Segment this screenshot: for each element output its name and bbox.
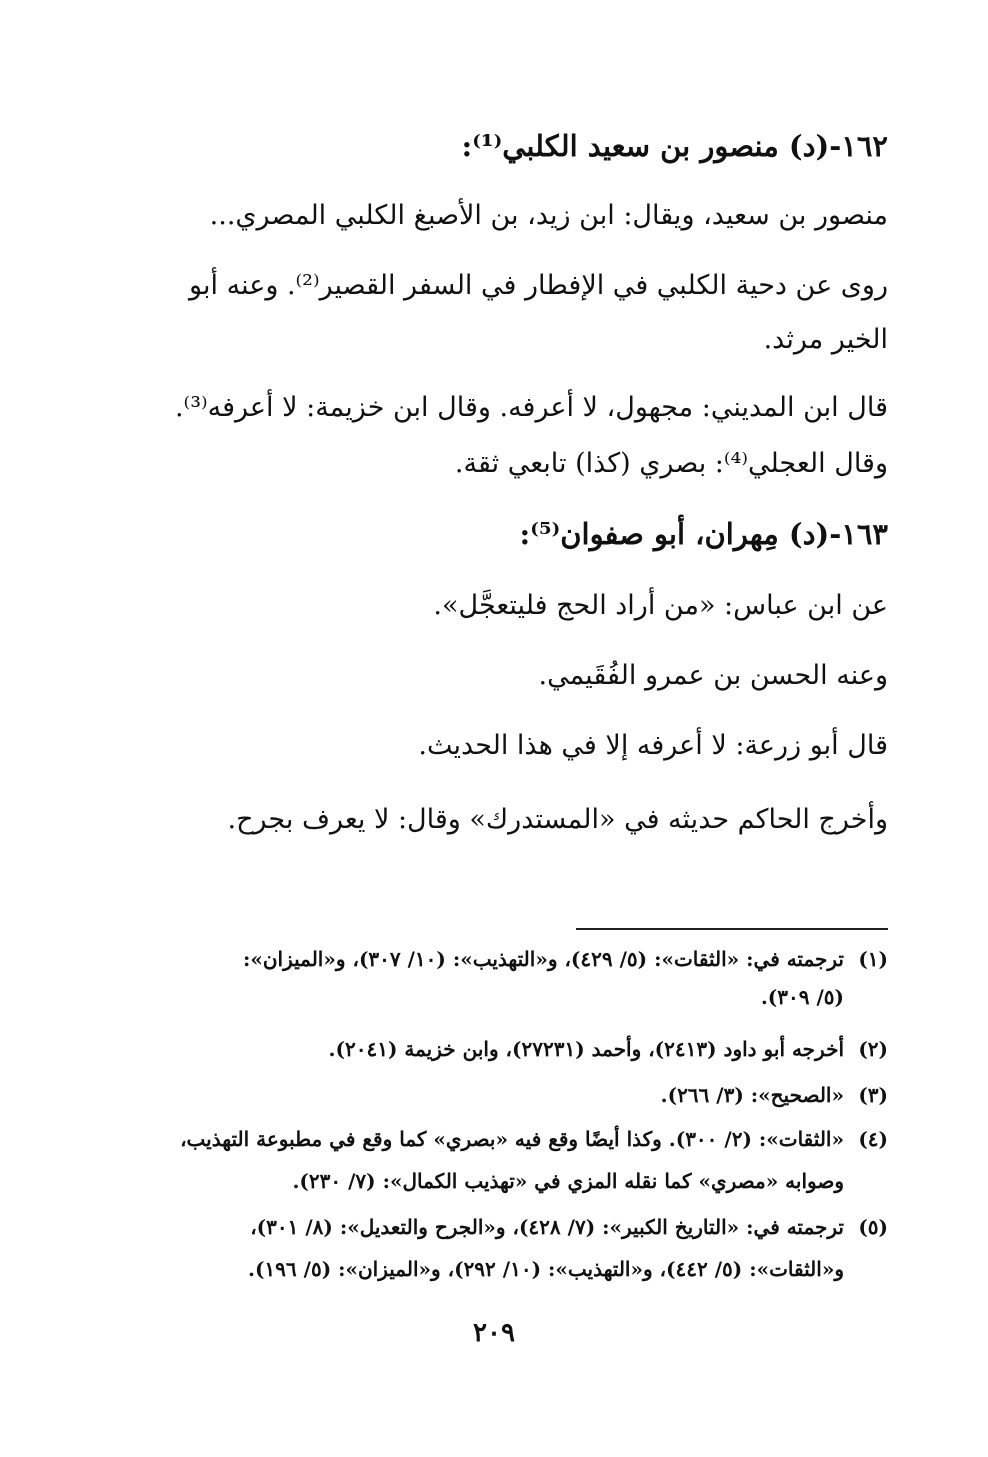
footnote-number: (٢): [858, 1037, 888, 1061]
footnote-number: (١): [858, 947, 888, 971]
footnote-number: (٥): [858, 1215, 888, 1239]
footnote-2: [329, 1034, 888, 1064]
entry-heading-162: ١٦٢-(د) منصور بن سعيد الكلبي⁽¹⁾:: [461, 129, 888, 163]
entry-163-line-1: عن ابن عباس: «من أراد الحج فليتعجَّل».: [433, 590, 888, 621]
entry-162-line-1: منصور بن سعيد، ويقال: ابن زيد، بن الأصبغ الكلبي المصري...: [209, 200, 888, 231]
footnote-4-continuation: وصوابه «مصري» كما نقله المزي في «تهذيب الكمال»: (٧/ ٢٣٠).: [292, 1169, 844, 1193]
entry-162-line-3: الخير مرثد.: [763, 324, 888, 355]
footnote-text: «الثقات»: (٢/ ٣٠٠). وكذا أيضًا وقع فيه «بصري» كما وقع في مطبوعة التهذيب،: [180, 1127, 844, 1151]
entry-163-line-4: وأخرج الحاكم حديثه في «المستدرك» وقال: لا يعرف بجرح.: [227, 804, 888, 835]
entry-163-line-3: قال أبو زرعة: لا أعرفه إلا في هذا الحديث.: [418, 730, 888, 761]
footnote-5: [250, 1212, 888, 1242]
footnote-5-continuation: و«الثقات»: (٥/ ٤٤٢)، و«التهذيب»: (١٠/ ٢٩٢)، و«الميزان»: (٥/ ١٩٦).: [247, 1257, 844, 1281]
footnote-text: «الصحيح»: (٣/ ٢٦٦).: [660, 1083, 844, 1107]
footnote-3: [661, 1080, 888, 1110]
entry-162-line-5: وقال العجلي⁽⁴⁾: بصري (كذا) تابعي ثقة.: [454, 448, 888, 479]
entry-163-line-2: وعنه الحسن بن عمرو الفُقَيمي.: [538, 660, 888, 691]
footnote-number: (٣): [858, 1083, 888, 1107]
footnote-number: (٤): [858, 1127, 888, 1151]
entry-162-line-2: روى عن دحية الكلبي في الإفطار في السفر القصير⁽²⁾. وعنه أبو: [189, 270, 888, 301]
footnote-text: ترجمته في: «الثقات»: (٥/ ٤٢٩)، و«التهذيب»: (١٠/ ٣٠٧)، و«الميزان»:: [242, 947, 844, 971]
footnote-1-continuation: (٥/ ٣٠٩).: [760, 985, 844, 1009]
footnote-text: ترجمته في: «التاريخ الكبير»: (٧/ ٤٢٨)، و«الجرح والتعديل»: (٨/ ٣٠١)،: [250, 1215, 844, 1239]
entry-heading-163: ١٦٣-(د) مِهران، أبو صفوان⁽⁵⁾:: [519, 517, 888, 551]
entry-162-line-4: قال ابن المديني: مجهول، لا أعرفه. وقال ابن خزيمة: لا أعرفه⁽³⁾.: [174, 392, 888, 423]
page-number: ٢٠٩: [473, 1318, 515, 1348]
footnote-4: [180, 1124, 888, 1154]
footnote-divider: [576, 928, 888, 930]
footnote-1: [243, 944, 888, 974]
footnote-text: أخرجه أبو داود (٢٤١٣)، وأحمد (٢٧٢٣١)، وابن خزيمة (٢٠٤١).: [328, 1037, 844, 1061]
